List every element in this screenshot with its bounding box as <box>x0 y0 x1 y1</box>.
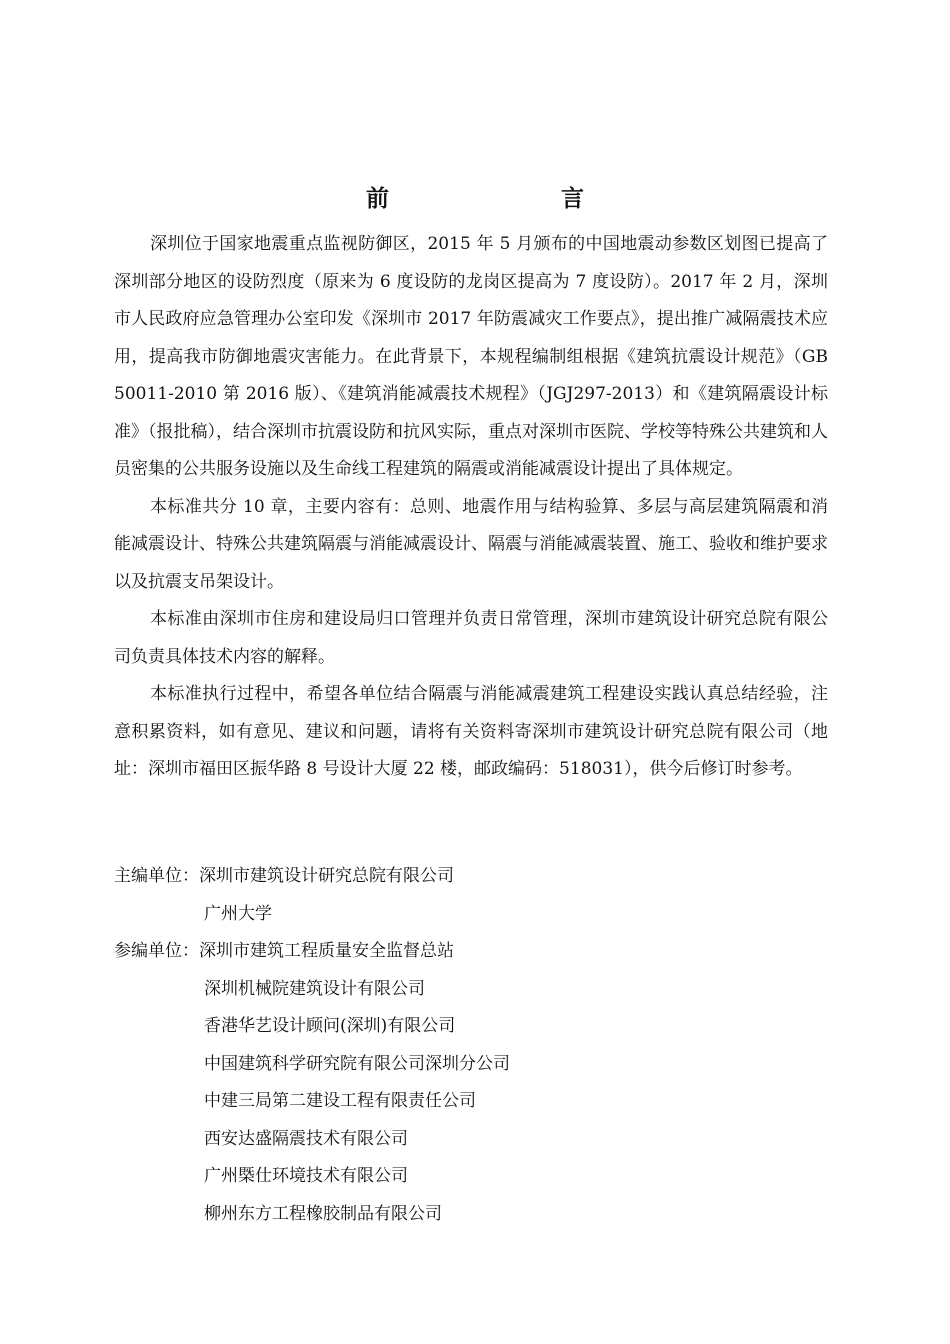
participating-unit-item: 中国建筑科学研究院有限公司深圳分公司 <box>204 1053 510 1074</box>
chief-unit-row <box>114 858 828 896</box>
paragraph-contents: 本标准共分 10 章，主要内容有：总则、地震作用与结构验算、多层与高层建筑隔震和消能减震设计、特殊公共建筑隔震与消能减震设计、隔震与消能减震装置、施工、验收和维护要求以及抗震支吊架设计。 <box>114 496 828 592</box>
participating-unit-row <box>114 1008 828 1046</box>
participating-unit-item: 深圳市建筑工程质量安全监督总站 <box>199 941 454 961</box>
participating-unit-row <box>114 1196 828 1234</box>
page-title: 前 言 <box>366 186 626 212</box>
participating-unit-row <box>114 933 828 971</box>
paragraph-feedback: 本标准执行过程中，希望各单位结合隔震与消能减震建筑工程建设实践认真总结经验，注意积累资料，如有意见、建议和问题，请将有关资料寄深圳市建筑设计研究总院有限公司（地址：深圳市福田区振华路 8 号设计大厦 22 楼，邮政编码：518031），供今后修订时参考。 <box>114 684 828 779</box>
chief-units-label: 主编单位： <box>114 866 199 886</box>
participating-unit-row <box>114 971 828 1009</box>
participating-unit-row <box>114 1046 828 1084</box>
preface-body <box>114 226 828 789</box>
participating-unit-row <box>114 1121 828 1159</box>
units-list <box>114 858 828 1233</box>
chief-unit-item: 深圳市建筑设计研究总院有限公司 <box>199 866 454 886</box>
participating-unit-item: 香港华艺设计顾问(深圳)有限公司 <box>204 1016 456 1036</box>
participating-unit-item: 广州槩仕环境技术有限公司 <box>204 1166 408 1186</box>
participating-unit-row <box>114 1158 828 1196</box>
paragraph-background: 深圳位于国家地震重点监视防御区，2015 年 5 月颁布的中国地震动参数区划图已提高了深圳部分地区的设防烈度（原来为 6 度设防的龙岗区提高为 7 度设防）。2017 年 2 月，深圳市人民政府应急管理办公室印发《深圳市 2017 年防震减灾工作要点》，提出推广减隔震技术应用，提高我市防御地震灾害能力。在此背景下，本规程编制组根据《建筑抗震设计规范》（GB 50011-2010 第 2016 版）、《建筑消能减震技术规程》（JGJ297-2013）和《建筑隔震设计标准》（报批稿），结合深圳市抗震设防和抗风实际，重点对深圳市医院、学校等特殊公共建筑和人员密集的公共服务设施以及生命线工程建筑的隔震或消能减震设计提出了具体规定。 <box>114 234 828 479</box>
chief-unit-row <box>114 896 828 934</box>
paragraph-management: 本标准由深圳市住房和建设局归口管理并负责日常管理，深圳市建筑设计研究总院有限公司负责具体技术内容的解释。 <box>114 609 828 667</box>
participating-units-label: 参编单位： <box>114 941 199 961</box>
participating-unit-item: 中建三局第二建设工程有限责任公司 <box>204 1091 476 1111</box>
participating-unit-item: 柳州东方工程橡胶制品有限公司 <box>204 1203 442 1224</box>
participating-unit-row <box>114 1083 828 1121</box>
participating-unit-item: 西安达盛隔震技术有限公司 <box>204 1128 408 1149</box>
participating-unit-item: 深圳机械院建筑设计有限公司 <box>204 978 425 999</box>
chief-unit-item: 广州大学 <box>204 903 272 924</box>
